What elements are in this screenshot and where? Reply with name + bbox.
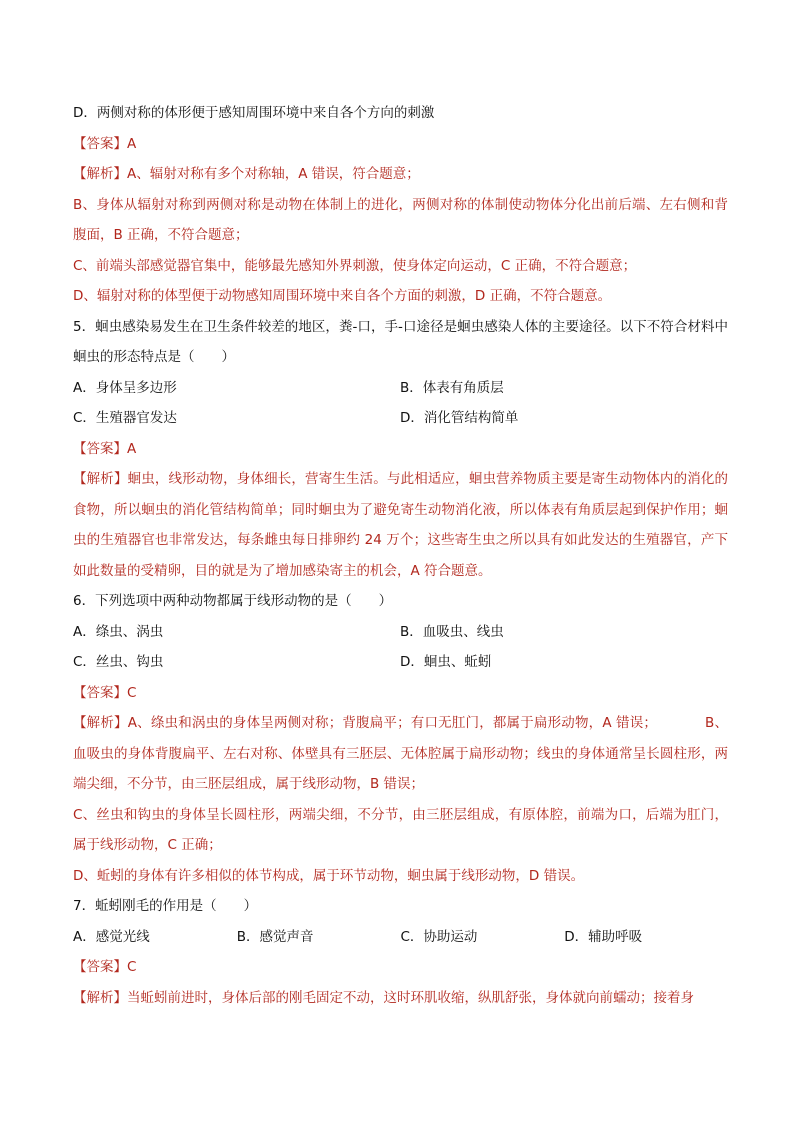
q5-answer: 【答案】A <box>73 440 137 457</box>
analysis-label: 【解析】 <box>73 166 127 182</box>
q5-option-c: C．生殖器官发达 <box>73 410 177 426</box>
q7-options-row <box>73 922 728 953</box>
q5-option-a: A．身体呈多边形 <box>73 379 177 396</box>
q4-analysis-3: C、前端头部感觉器官集中，能够最先感知外界刺激，使身体定向运动，C 正确，不符合题意； <box>73 257 637 274</box>
q7-option-b: B．感觉声音 <box>236 928 314 945</box>
q6-option-c: C．丝虫、钩虫 <box>73 654 164 670</box>
q5-options-row-2 <box>73 403 728 434</box>
q4-answer: 【答案】A <box>73 135 137 152</box>
q5-options-row-1 <box>73 373 728 404</box>
q7-stem: 7．蚯蚓刚毛的作用是（ ） <box>73 898 258 914</box>
q4-analysis-1: 【解析】A、辐射对称有多个对称轴，A 错误，符合题意； <box>73 166 420 182</box>
q7-option-d: D．辅助呼吸 <box>564 928 643 945</box>
q5-analysis: 【解析】蛔虫，线形动物，身体细长，营寄生生活。与此相适应，蛔虫营养物质主要是寄生动物体内的消化的食物，所以蛔虫的消化管结构简单；同时蛔虫为了避免寄生动物消化液，所以体表有角质层起到保护作用；蛔虫的生殖器官也非常发达，每条雌虫每日排卵约 24 万个；这些寄生虫之所以具有如此发达的生殖器官，产下如此数量的受精卵，目的就是为了增加感染寄主的机会，A 符合题意。 <box>73 471 729 579</box>
q6-analysis-3: D、蚯蚓的身体有许多相似的体节构成，属于环节动物，蛔虫属于线形动物，D 错误。 <box>73 867 585 884</box>
q6-analysis-1: 【解析】A、绦虫和涡虫的身体呈两侧对称；背腹扁平；有口无肛门，都属于扁形动物，A 错误； B、血吸虫的身体背腹扁平、左右对称、体壁具有三胚层、无体腔属于扁形动物；线虫的身体通常呈长圆柱形，两端尖细，不分节，由三胚层组成，属于线形动物，B 错误； <box>73 715 728 792</box>
q7-option-a: A．感觉光线 <box>73 928 150 945</box>
q7-option-c: C．协助运动 <box>400 928 478 945</box>
q6-option-d: D．蛔虫、蚯蚓 <box>400 654 492 670</box>
q4-analysis-4: D、辐射对称的体型便于动物感知周围环境中来自各个方面的刺激，D 正确，不符合题意。 <box>73 288 612 304</box>
q4-analysis-2: B、身体从辐射对称到两侧对称是动物在体制上的进化，两侧对称的体制使动物体分化出前后端、左右侧和背腹面，B 正确，不符合题意； <box>73 196 728 243</box>
document-content <box>73 98 728 1013</box>
q6-option-b: B．血吸虫、线虫 <box>400 623 504 640</box>
q5-option-b: B．体表有角质层 <box>400 379 504 396</box>
q6-answer: 【答案】C <box>73 684 137 701</box>
q7-answer: 【答案】C <box>73 959 137 975</box>
q4-option-d: D．两侧对称的体形便于感知周围环境中来自各个方向的刺激 <box>73 105 435 121</box>
q6-options-row-1 <box>73 617 728 648</box>
q5-stem: 5．蛔虫感染易发生在卫生条件较差的地区，粪-口，手-口途径是蛔虫感染人体的主要途径。以下不符合材料中蛔虫的形态特点是（ ） <box>73 318 728 365</box>
q6-stem: 6．下列选项中两种动物都属于线形动物的是（ ） <box>73 593 393 609</box>
analysis-label: 【解析】 <box>73 715 128 731</box>
analysis-label: 【解析】 <box>73 989 127 1006</box>
q7-analysis: 【解析】当蚯蚓前进时，身体后部的刚毛固定不动，这时环肌收缩，纵肌舒张，身体就向前蠕动；接着身 <box>73 989 694 1006</box>
q6-options-row-2 <box>73 647 728 678</box>
analysis-label: 【解析】 <box>73 471 128 487</box>
q6-option-a: A．绦虫、涡虫 <box>73 623 164 640</box>
q5-option-d: D．消化管结构简单 <box>400 410 519 426</box>
q6-analysis-2: C、丝虫和钩虫的身体呈长圆柱形，两端尖细，不分节，由三胚层组成，有原体腔，前端为口，后端为肛门，属于线形动物，C 正确； <box>73 806 728 853</box>
